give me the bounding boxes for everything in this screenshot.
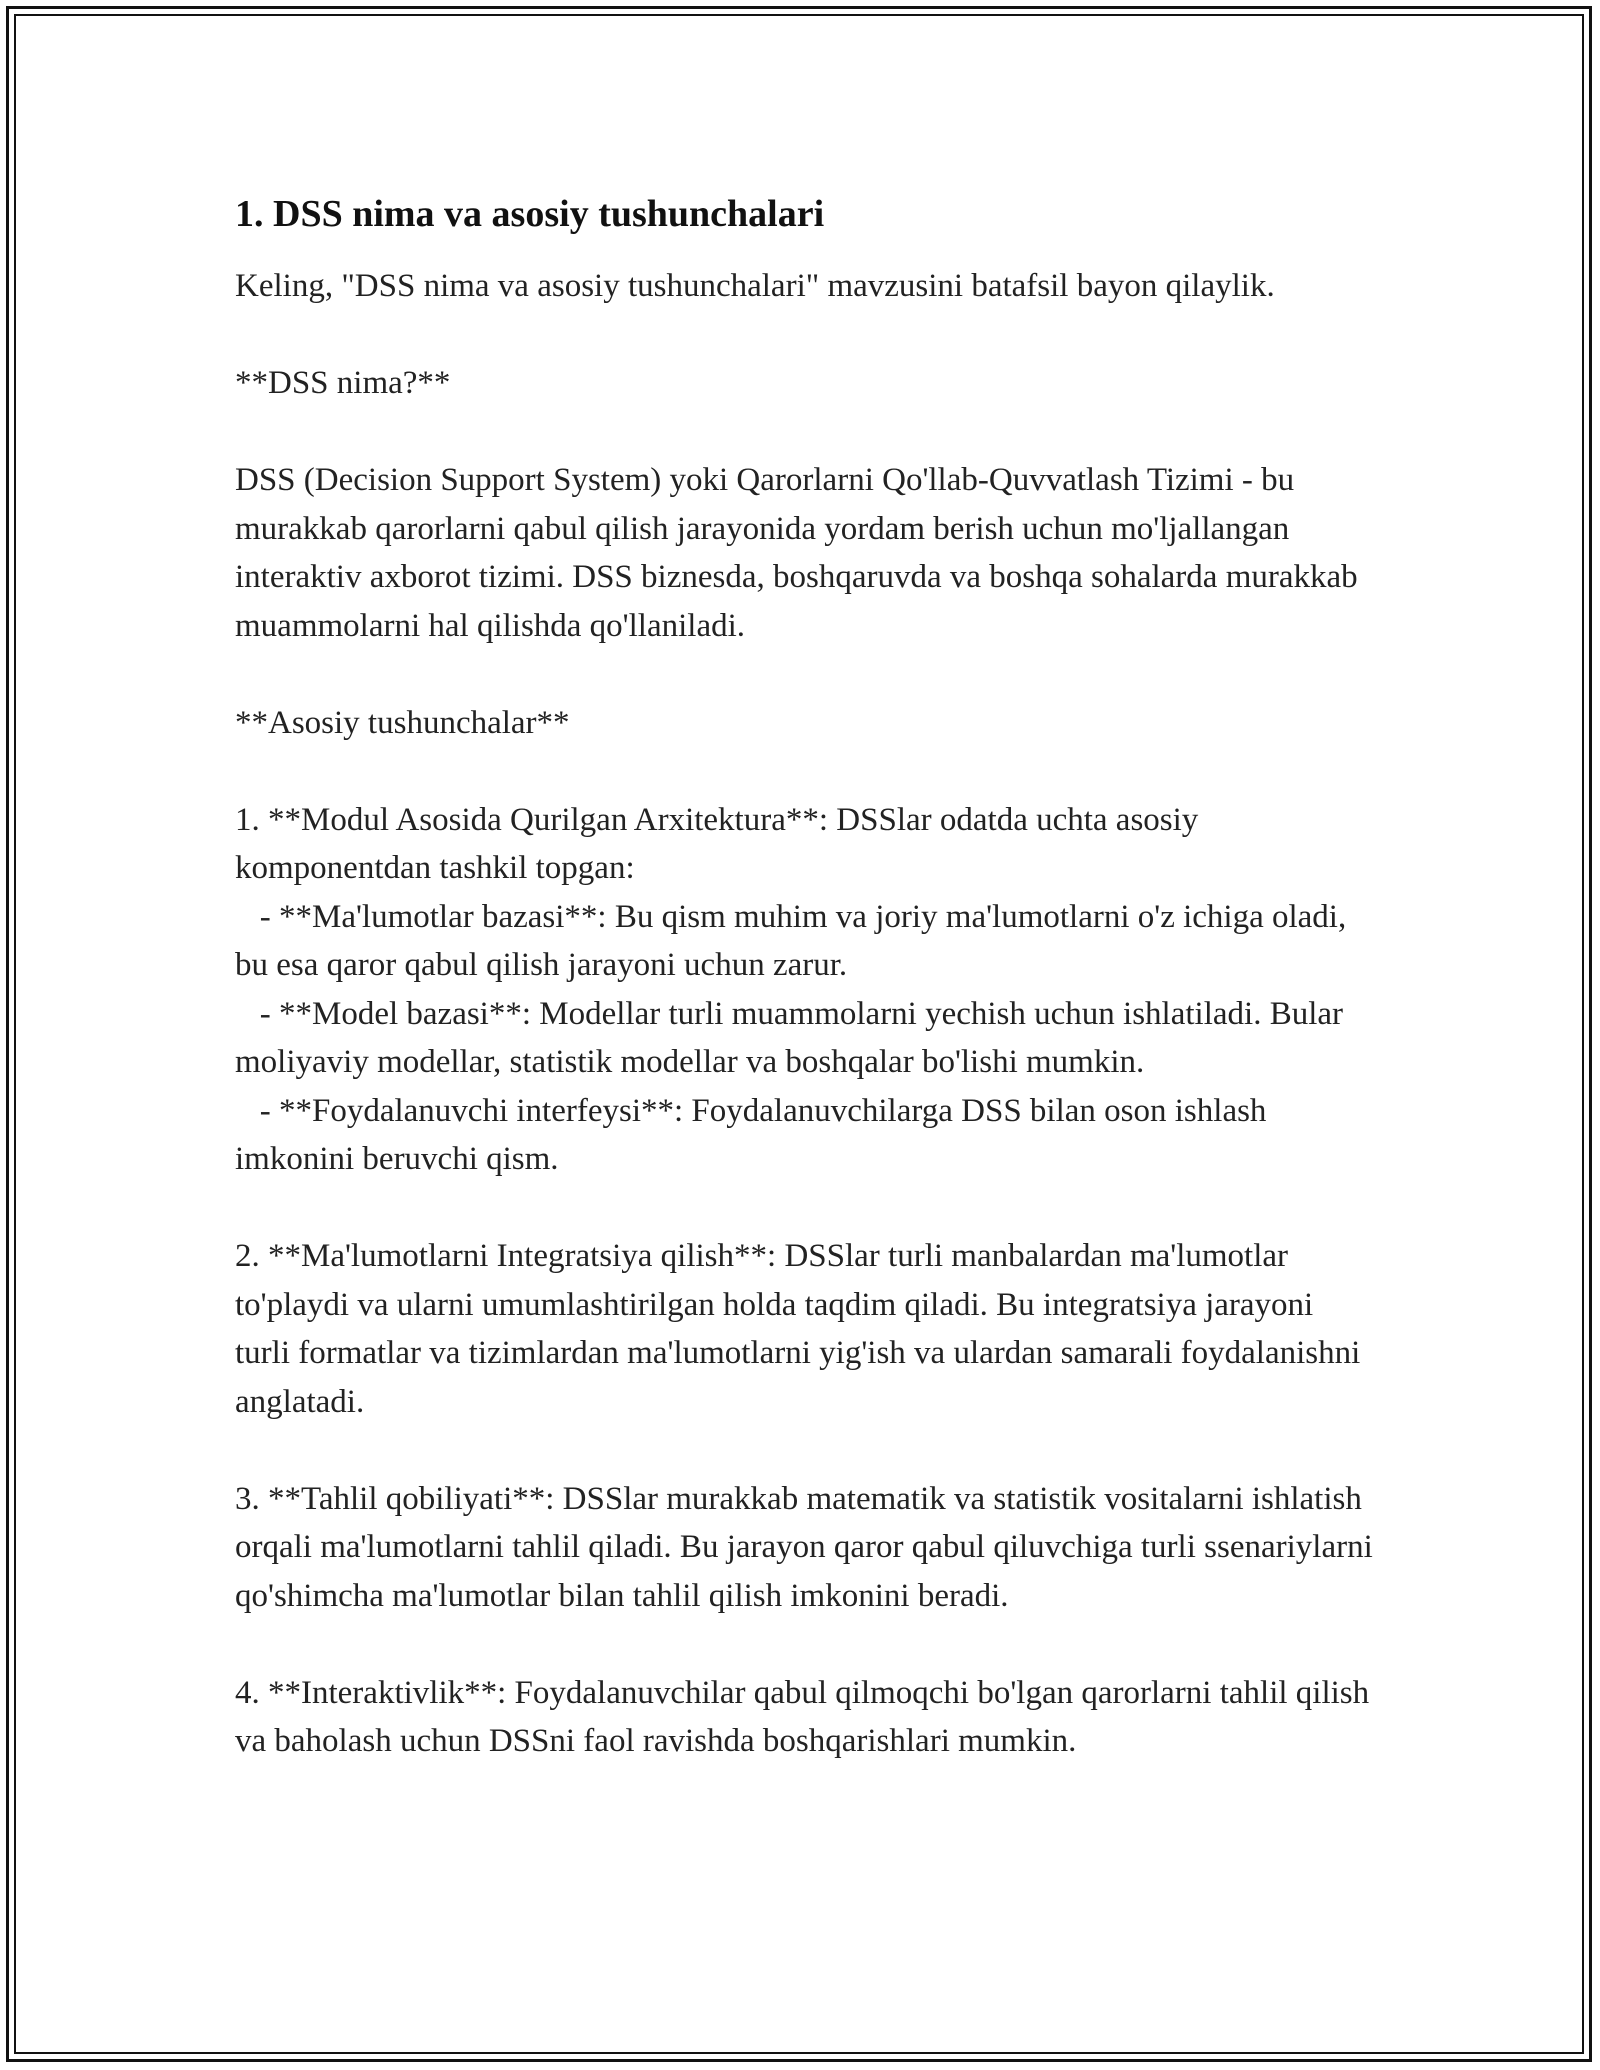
list-item-integration: 2. **Ma'lumotlarni Integratsiya qilish**: DSSlar turli manbalardan ma'lumotlar to'playdi va ularni umumlashtirilgan holda taqdim qiladi. Bu integratsiya jarayoni turli formatlar va tizimlardan ma'lumotlarni yig'ish va ulardan samarali foydalanishni anglatadi. bbox=[235, 1238, 1369, 1420]
list-item-architecture: 1. **Modul Asosida Qurilgan Arxitektura**: DSSlar odatda uchta asosiy komponentdan tashkil topgan: - **Ma'lumotlar bazasi**: Bu qism muhim va joriy ma'lumotlarni o'z ichiga oladi, bu esa qaror qabul qilish jarayoni uchun zarur. - **Model bazasi**: Modellar turli muammolarni yechish uchun ishlatiladi. Bular moliyaviy modellar, statistik modellar va boshqalar bo'lishi mumkin. - **Foydalanuvchi interfeysi**: Foydalanuvchilarga DSS bilan oson ishlash imkonini beruvchi qism. bbox=[235, 801, 1347, 1177]
paragraph-gap bbox=[235, 650, 1375, 699]
document-body bbox=[235, 188, 1381, 1766]
section-heading-dss: **DSS nima?** bbox=[235, 365, 451, 401]
paragraph-gap bbox=[235, 1620, 1375, 1669]
page-title: 1. DSS nima va asosiy tushunchalari bbox=[235, 193, 825, 235]
section-heading-concepts: **Asosiy tushunchalar** bbox=[235, 704, 570, 741]
paragraph-gap bbox=[235, 408, 1375, 457]
intro-paragraph: Keling, "DSS nima va asosiy tushunchalari" mavzusini batafsil bayon qilaylik. bbox=[235, 268, 1275, 304]
paragraph-gap bbox=[235, 747, 1375, 796]
list-item-analysis: 3. **Tahlil qobiliyati**: DSSlar murakkab matematik va statistik vositalarni ishlatish orqali ma'lumotlarni tahlil qiladi. Bu jarayon qaror qabul qiluvchiga turli ssenariylarni qo'shimcha ma'lumotlar bilan tahlil qilish imkonini beradi. bbox=[235, 1480, 1381, 1614]
paragraph-gap bbox=[235, 1184, 1375, 1233]
definition-paragraph: DSS (Decision Support System) yoki Qarorlarni Qo'llab-Quvvatlash Tizimi - bu murakkab qarorlarni qabul qilish jarayonida yordam berish uchun mo'ljallangan interaktiv axborot tizimi. DSS biznesda, boshqaruvda va boshqa sohalarda murakkab muammolarni hal qilishda qo'llaniladi. bbox=[235, 462, 1366, 644]
list-item-interactivity: 4. **Interaktivlik**: Foydalanuvchilar qabul qilmoqchi bo'lgan qarorlarni tahlil qilish va baholash uchun DSSni faol ravishda boshqarishlari mumkin. bbox=[235, 1674, 1378, 1759]
paragraph-gap bbox=[235, 311, 1375, 360]
paragraph-gap bbox=[235, 1426, 1375, 1475]
